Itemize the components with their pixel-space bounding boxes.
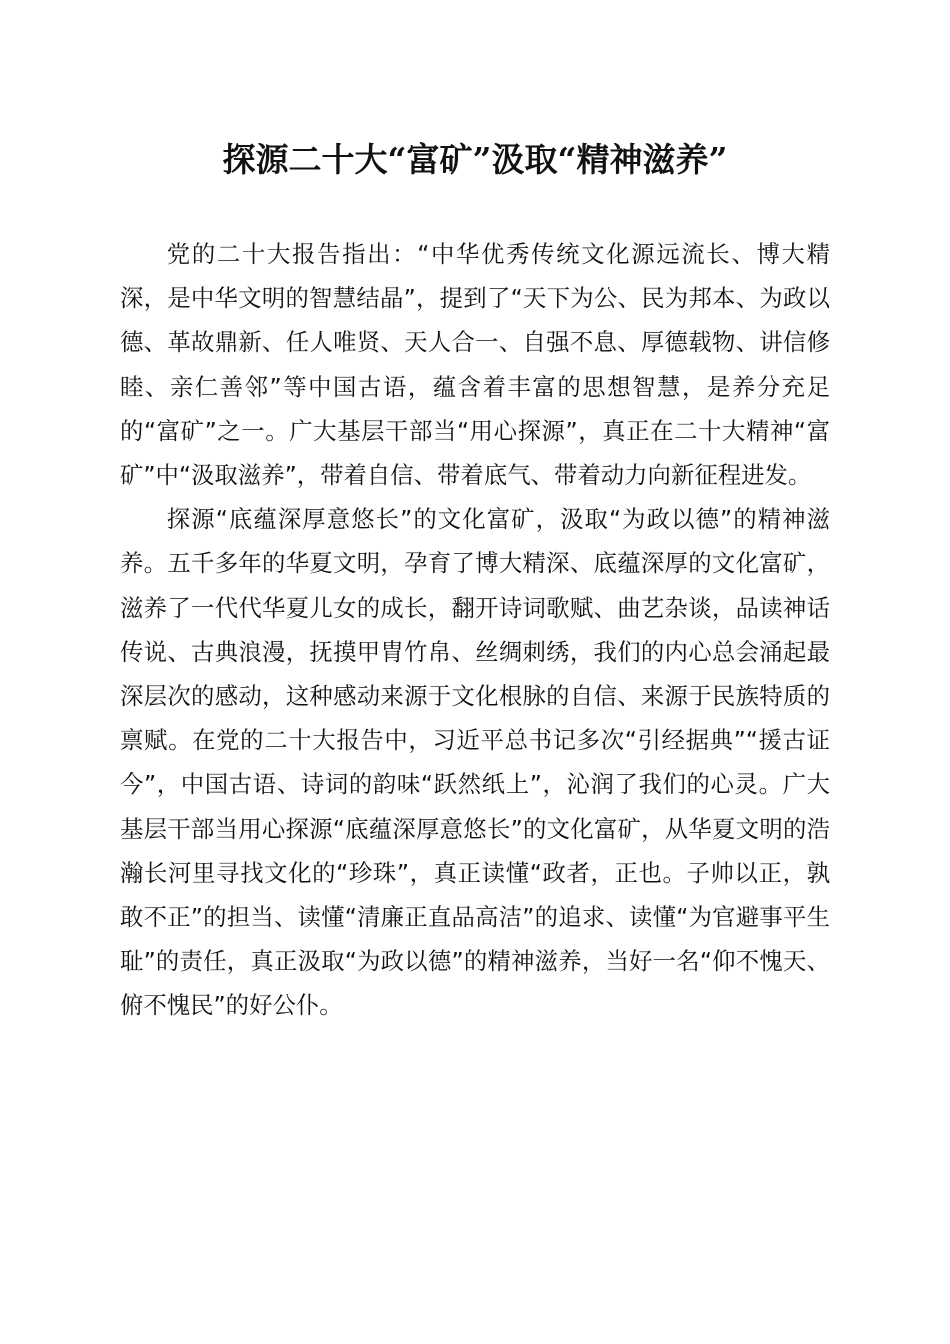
paragraph-1: 党的二十大报告指出：“中华优秀传统文化源远流长、博大精深，是中华文明的智慧结晶”，提到了“天下为公、民为邦本、为政以德、革故鼎新、任人唯贤、天人合一、自强不息、厚德载物、讲信修睦、亲仁善邻”等中国古语，蕴含着丰富的思想智慧，是养分充足的“富矿”之一。广大基层干部当“用心探源”，真正在二十大精神“富矿”中“汲取滋养”，带着自信、带着底气、带着动力向新征程进发。: [120, 240, 830, 490]
document-body: [120, 232, 830, 1028]
document-title: 探源二十大“富矿”汲取“精神滋养”: [222, 140, 728, 179]
paragraph-2: 探源“底蕴深厚意悠长”的文化富矿，汲取“为政以德”的精神滋养。五千多年的华夏文明，孕育了博大精深、底蕴深厚的文化富矿，滋养了一代代华夏儿女的成长，翻开诗词歌赋、曲艺杂谈，品读神话传说、古典浪漫，抚摸甲胄竹帛、丝绸刺绣，我们的内心总会涌起最深层次的感动，这种感动来源于文化根脉的自信、来源于民族特质的禀赋。在党的二十大报告中，习近平总书记多次“引经据典”“援古证今”，中国古语、诗词的韵味“跃然纸上”，沁润了我们的心灵。广大基层干部当用心探源“底蕴深厚意悠长”的文化富矿，从华夏文明的浩瀚长河里寻找文化的“珍珠”，真正读懂“政者，正也。子帅以正，孰敢不正”的担当、读懂“清廉正直品高洁”的追求、读懂“为官避事平生耻”的责任，真正汲取“为政以德”的精神滋养，当好一名“仰不愧天、俯不愧民”的好公仆。: [120, 505, 830, 1020]
